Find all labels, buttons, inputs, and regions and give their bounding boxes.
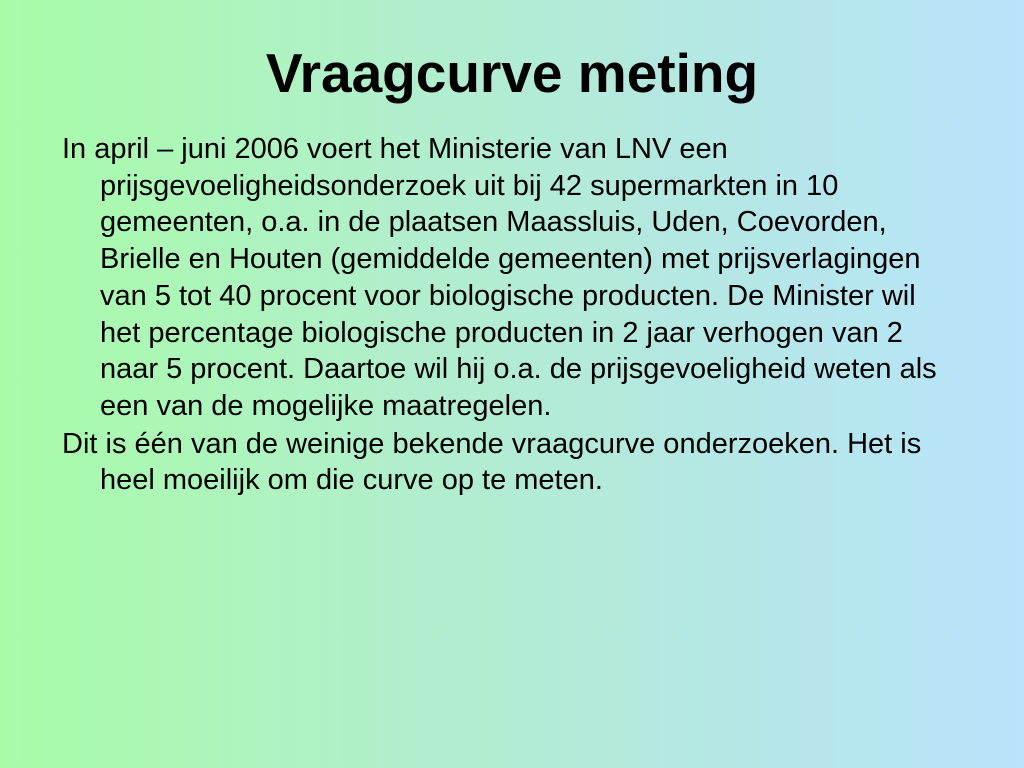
slide-body [62,131,962,500]
body-paragraph-1: In april – juni 2006 voert het Ministerie van LNV een prijsgevoeligheidsonderzoek uit bij 42 supermarkten in 10 gemeenten, o.a. in de plaatsen Maassluis, Uden, Coevorden, Brielle en Houten (gemiddelde gemeenten) met prijsverlagingen van 5 tot 40 procent voor biologische producten. De Minister wil het percentage biologische producten in 2 jaar verhogen van 2 naar 5 procent. Daartoe wil hij o.a. de prijsgevoeligheid weten als een van de mogelijke maatregelen. [62,133,937,422]
slide-title: Vraagcurve meting [265,42,759,104]
body-paragraph-2: Dit is één van de weinige bekende vraagcurve onderzoeken. Het is heel moeilijk om die curve op te meten. [62,427,922,497]
